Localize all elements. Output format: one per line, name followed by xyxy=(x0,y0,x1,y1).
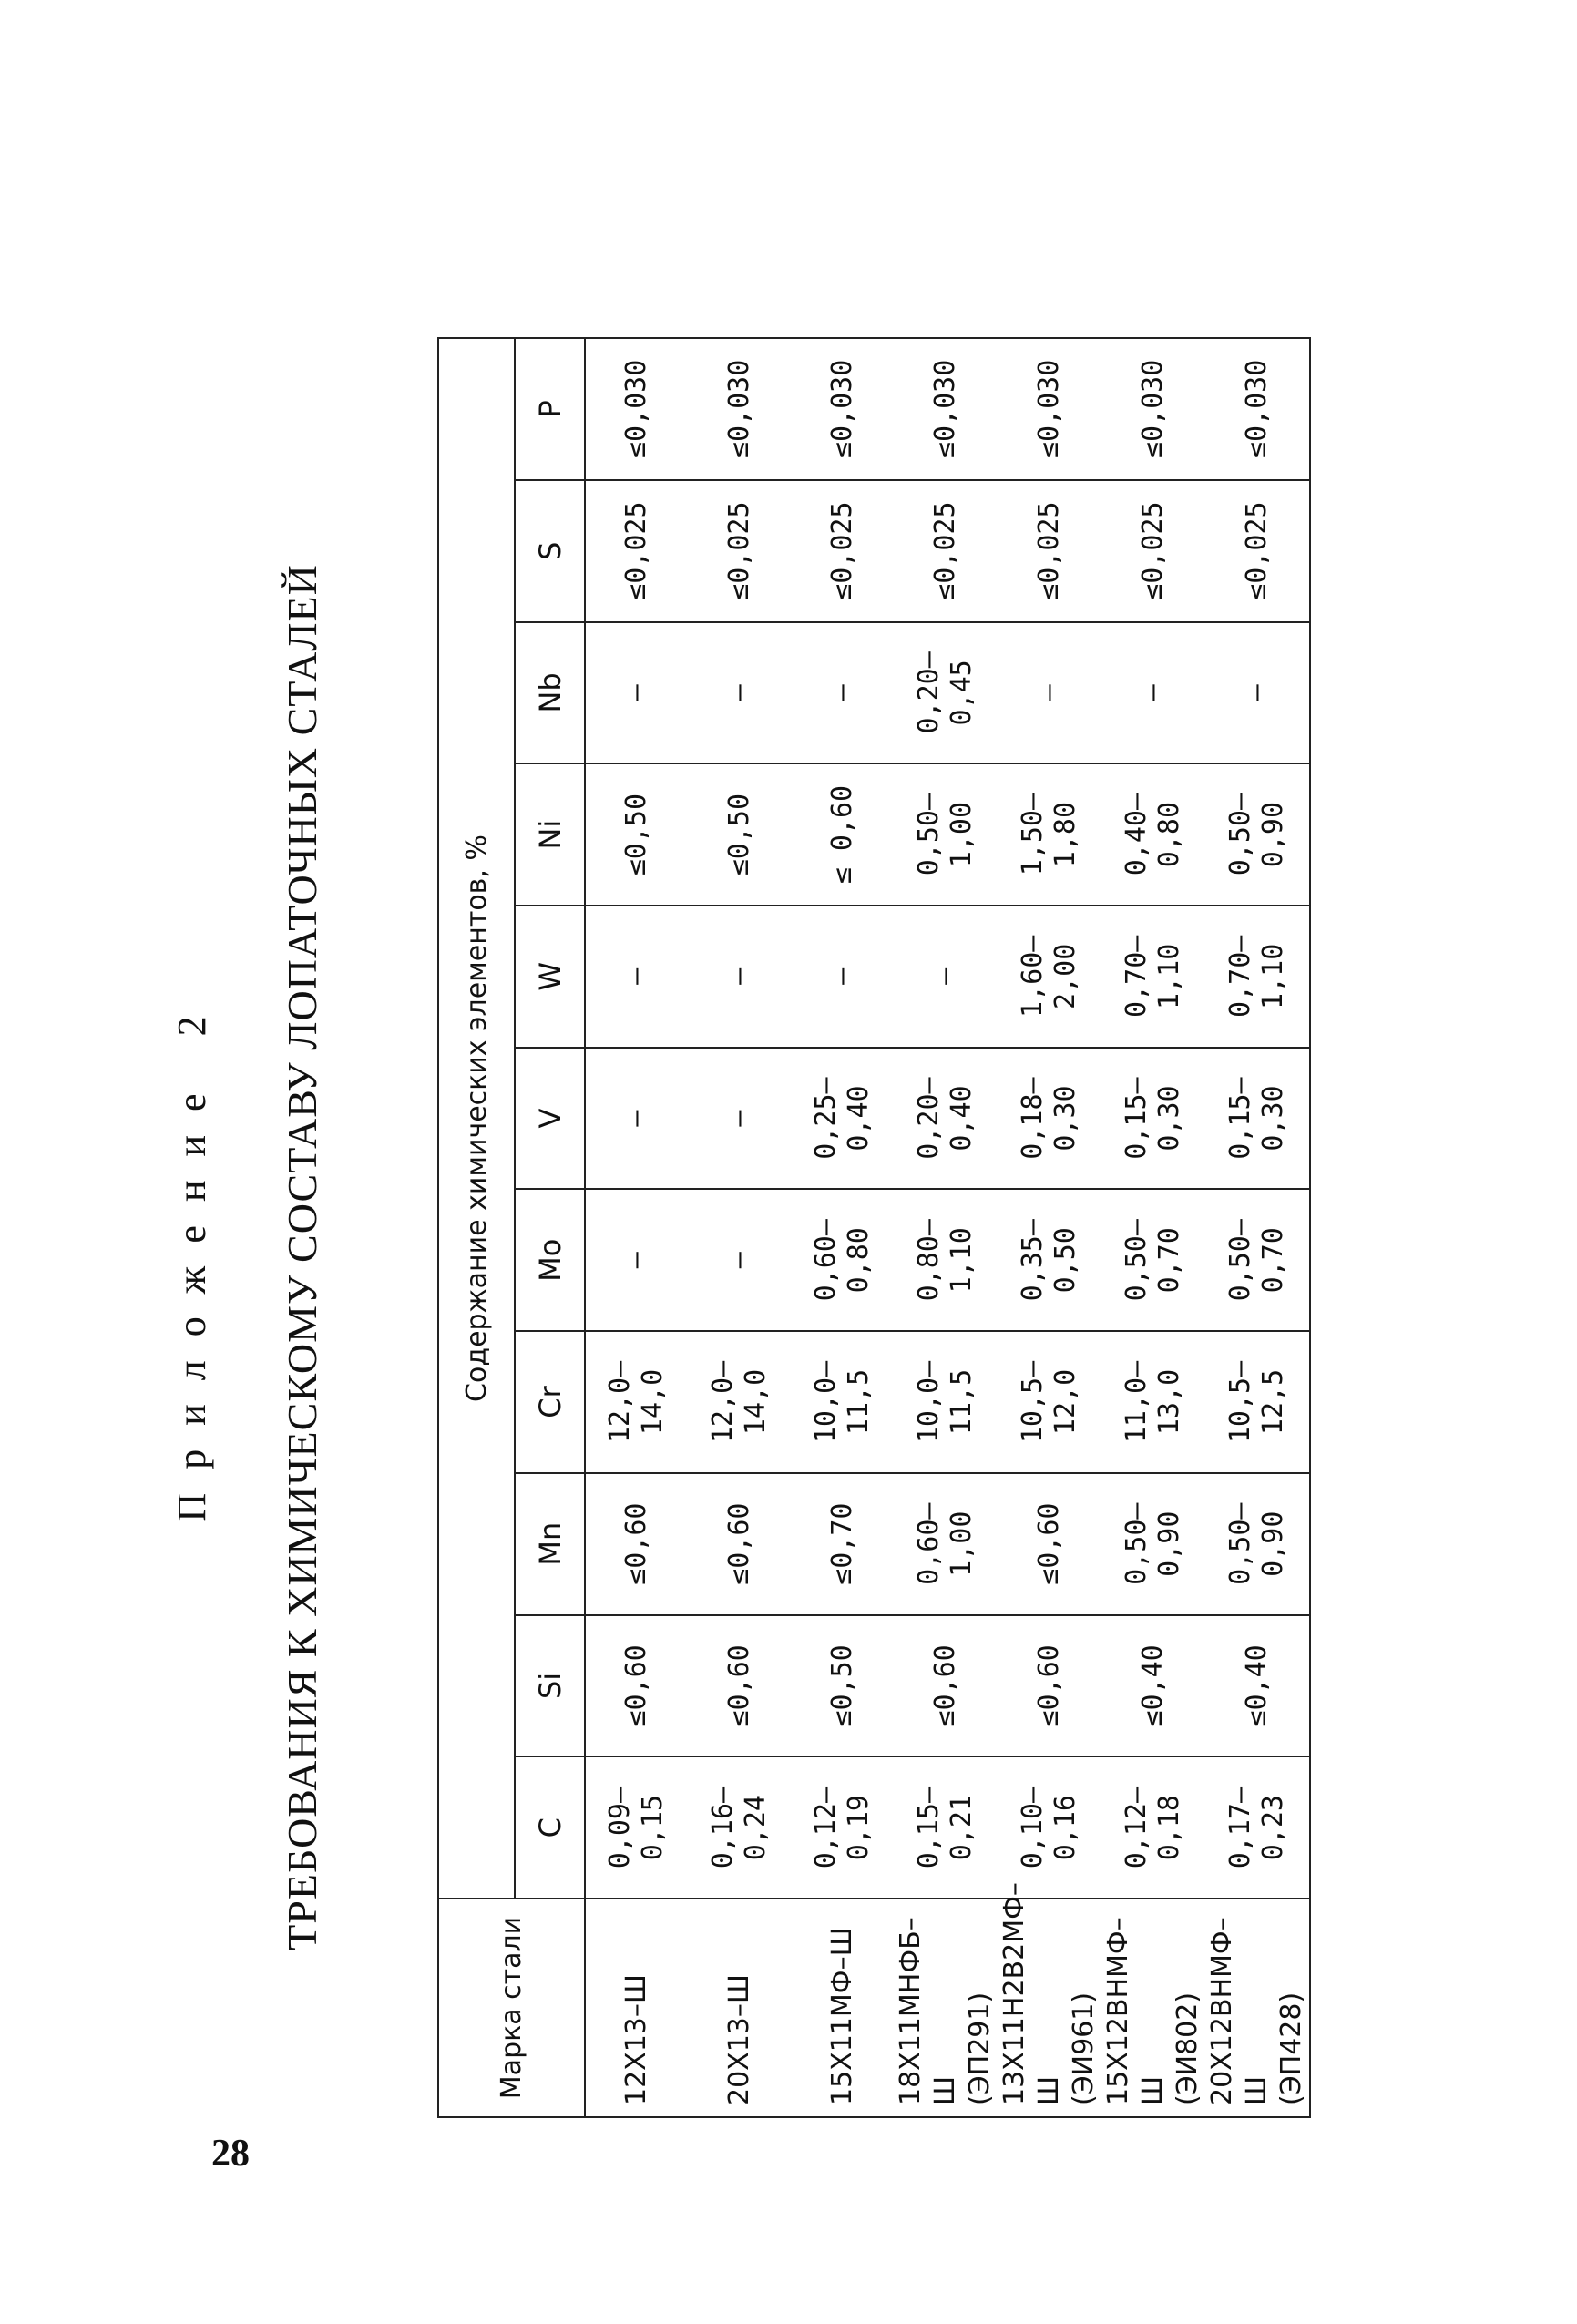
value-cell-si xyxy=(585,1615,688,1757)
value-line: – xyxy=(620,1252,652,1269)
value-cell-nb xyxy=(1101,622,1205,764)
value-cell-p xyxy=(998,338,1101,480)
value-line: ≤0,030 xyxy=(825,359,858,459)
value-line: 10,5– xyxy=(1017,1360,1049,1444)
steel-grade-line: 20Х12ВНМФ–Ш xyxy=(1206,1917,1273,2105)
value-line: 0,30 xyxy=(1153,1085,1185,1152)
element-header-si: Si xyxy=(515,1615,585,1757)
value-line: ≤ 0,60 xyxy=(825,784,858,885)
steel-grade-line: 15Х12ВНМФ–Ш xyxy=(1102,1917,1169,2105)
value-cell-mo xyxy=(1101,1189,1205,1331)
value-line: 1,00 xyxy=(946,801,978,868)
value-cell-si xyxy=(1101,1615,1205,1757)
grade-header: Марка стали xyxy=(438,1899,585,2117)
value-line: ≤0,60 xyxy=(722,1644,755,1727)
value-line: – xyxy=(825,967,858,985)
value-cell-c xyxy=(791,1756,894,1899)
value-line: – xyxy=(620,967,652,985)
value-line: – xyxy=(722,684,755,701)
value-line: ≤0,60 xyxy=(722,1502,755,1585)
value-line: ≤0,60 xyxy=(1033,1644,1065,1727)
value-cell-p xyxy=(688,338,791,480)
value-line: ≤0,60 xyxy=(620,1644,652,1727)
value-line: 11,0– xyxy=(1121,1360,1152,1444)
value-cell-cr xyxy=(688,1331,791,1473)
value-cell-s xyxy=(1205,480,1310,622)
value-cell-c xyxy=(998,1756,1101,1899)
value-cell-v xyxy=(1205,1048,1310,1190)
value-line: 0,40 xyxy=(946,1085,978,1152)
value-cell-ni xyxy=(998,763,1101,906)
value-cell-w xyxy=(894,906,998,1048)
value-line: – xyxy=(1241,684,1273,701)
value-cell-mo xyxy=(791,1189,894,1331)
element-header-c: C xyxy=(515,1756,585,1899)
value-line: ≤0,60 xyxy=(929,1644,961,1727)
value-line: 1,10 xyxy=(946,1227,978,1294)
steel-grade-line: 15Х11МФ–Ш xyxy=(825,1927,858,2105)
value-cell-mo xyxy=(894,1189,998,1331)
value-line: – xyxy=(929,967,961,985)
value-line: 0,23 xyxy=(1257,1795,1289,1861)
value-line: 14,0 xyxy=(739,1368,772,1436)
value-cell-si xyxy=(894,1615,998,1757)
value-cell-s xyxy=(894,480,998,622)
element-header-p: P xyxy=(515,338,585,480)
value-cell-w xyxy=(791,906,894,1048)
value-cell-cr xyxy=(998,1331,1101,1473)
value-line: 0,12– xyxy=(809,1786,842,1869)
value-line: – xyxy=(1033,684,1065,701)
value-line: ≤0,030 xyxy=(722,359,755,459)
value-cell-cr xyxy=(585,1331,688,1473)
value-cell-p xyxy=(791,338,894,480)
table-row xyxy=(998,338,1101,2117)
value-line: ≤0,025 xyxy=(1137,501,1169,600)
value-line: – xyxy=(825,684,858,701)
value-cell-nb xyxy=(585,622,688,764)
value-line: 0,15– xyxy=(1224,1077,1256,1160)
composition-table-wrapper xyxy=(437,337,1330,2118)
value-line: 0,50– xyxy=(1224,793,1256,876)
value-line: 13,0 xyxy=(1153,1368,1185,1436)
table-body xyxy=(585,338,1310,2117)
value-line: 0,80– xyxy=(913,1219,945,1302)
element-header-mn: Mn xyxy=(515,1473,585,1615)
value-line: 0,40– xyxy=(1121,793,1152,876)
steel-grade-cell xyxy=(791,1899,894,2117)
steel-grade-cell xyxy=(585,1899,688,2117)
value-line: – xyxy=(722,1110,755,1127)
value-cell-cr xyxy=(1101,1331,1205,1473)
steel-grade-line: 20Х13–Ш xyxy=(722,1974,755,2105)
value-line: 1,00 xyxy=(946,1510,978,1577)
value-line: 0,90 xyxy=(1153,1510,1185,1577)
value-cell-si xyxy=(1205,1615,1310,1757)
value-line: 1,80 xyxy=(1050,801,1081,868)
value-line: 0,50– xyxy=(913,793,945,876)
value-line: 0,70– xyxy=(1121,935,1152,1018)
value-line: 11,5 xyxy=(842,1368,875,1436)
value-cell-mn xyxy=(894,1473,998,1615)
value-cell-mn xyxy=(1205,1473,1310,1615)
value-cell-mo xyxy=(585,1189,688,1331)
value-line: 0,30 xyxy=(1050,1085,1081,1152)
value-cell-mn xyxy=(688,1473,791,1615)
value-cell-ni xyxy=(585,763,688,906)
value-line: ≤0,025 xyxy=(1033,501,1065,600)
value-line: 1,10 xyxy=(1257,943,1289,1009)
value-line: ≤0,025 xyxy=(825,501,858,600)
element-header-row xyxy=(515,338,585,2117)
value-cell-nb xyxy=(998,622,1101,764)
steel-grade-cell xyxy=(998,1882,1101,2117)
value-line: ≤0,40 xyxy=(1241,1644,1273,1727)
value-cell-nb xyxy=(1205,622,1310,764)
value-line: 12,0– xyxy=(706,1360,739,1444)
value-cell-v xyxy=(791,1048,894,1190)
value-cell-mn xyxy=(791,1473,894,1615)
value-cell-nb xyxy=(688,622,791,764)
value-cell-v xyxy=(688,1048,791,1190)
value-cell-mo xyxy=(1205,1189,1310,1331)
value-line: 0,25– xyxy=(809,1077,842,1160)
value-line: ≤0,70 xyxy=(825,1502,858,1585)
value-line: ≤0,60 xyxy=(620,1502,652,1585)
value-line: 0,90 xyxy=(1257,1510,1289,1577)
value-line: – xyxy=(620,684,652,701)
value-line: 0,50– xyxy=(1224,1219,1256,1302)
value-line: 0,60– xyxy=(809,1219,842,1302)
value-cell-v xyxy=(1101,1048,1205,1190)
value-line: ≤0,025 xyxy=(929,501,961,600)
value-cell-cr xyxy=(894,1331,998,1473)
steel-grade-line: (ЭИ961) xyxy=(1068,1991,1100,2105)
value-cell-p xyxy=(585,338,688,480)
value-cell-ni xyxy=(791,763,894,906)
value-cell-w xyxy=(585,906,688,1048)
steel-grade-cell xyxy=(1205,1899,1310,2117)
elements-group-header: Содержание химических элементов, % xyxy=(438,338,515,1899)
element-header-s: S xyxy=(515,480,585,622)
value-line: 0,35– xyxy=(1017,1219,1049,1302)
value-cell-ni xyxy=(688,763,791,906)
value-cell-p xyxy=(894,338,998,480)
value-cell-v xyxy=(585,1048,688,1190)
value-cell-cr xyxy=(1205,1331,1310,1473)
value-line: 0,10– xyxy=(1017,1786,1049,1869)
value-line: 0,40 xyxy=(842,1085,875,1152)
value-cell-si xyxy=(688,1615,791,1757)
steel-grade-line: 13Х11Н2В2МФ–Ш xyxy=(998,1882,1065,2105)
value-line: ≤0,030 xyxy=(1137,359,1169,459)
value-line: 0,50– xyxy=(1121,1502,1152,1585)
value-line: 0,80 xyxy=(1153,801,1185,868)
value-cell-w xyxy=(1205,906,1310,1048)
value-cell-s xyxy=(1101,480,1205,622)
value-line: 0,09– xyxy=(604,1786,636,1869)
value-cell-p xyxy=(1205,338,1310,480)
value-cell-v xyxy=(894,1048,998,1190)
value-line: 0,19 xyxy=(842,1795,875,1861)
value-cell-mo xyxy=(688,1189,791,1331)
steel-grade-cell xyxy=(688,1899,791,2117)
value-cell-w xyxy=(998,906,1101,1048)
value-line: 0,50– xyxy=(1121,1219,1152,1302)
element-header-nb: Nb xyxy=(515,622,585,764)
value-line: ≤0,030 xyxy=(1033,359,1065,459)
composition-table xyxy=(437,337,1311,2118)
steel-grade-line: (ЭИ802) xyxy=(1172,1991,1203,2105)
value-line: 12,5 xyxy=(1257,1368,1289,1436)
value-line: ≤0,030 xyxy=(1241,359,1273,459)
value-line: ≤0,50 xyxy=(825,1644,858,1727)
value-cell-mn xyxy=(585,1473,688,1615)
value-line: ≤0,030 xyxy=(620,359,652,459)
value-line: 0,20– xyxy=(913,651,945,734)
value-line: 0,16 xyxy=(1050,1795,1081,1861)
value-line: 11,5 xyxy=(946,1368,978,1436)
page-title: ТРЕБОВАНИЯ К ХИМИЧЕСКОМУ СОСТАВУ ЛОПАТОЧНЫХ СТАЛЕЙ xyxy=(279,564,325,1950)
table-row xyxy=(791,338,894,2117)
value-cell-si xyxy=(791,1615,894,1757)
table-row xyxy=(688,338,791,2117)
value-line: 0,15 xyxy=(637,1795,669,1861)
value-line: 0,18 xyxy=(1153,1795,1185,1861)
value-cell-s xyxy=(585,480,688,622)
value-line: 1,50– xyxy=(1017,793,1049,876)
value-line: 0,17– xyxy=(1224,1786,1256,1869)
value-line: – xyxy=(1137,684,1169,701)
table-row xyxy=(1205,338,1310,2117)
value-cell-c xyxy=(894,1756,998,1899)
table-row xyxy=(1101,338,1205,2117)
value-line: ≤0,40 xyxy=(1137,1644,1169,1727)
value-line: 0,18– xyxy=(1017,1077,1049,1160)
appendix-heading: Приложение 2 xyxy=(169,992,214,1522)
value-cell-c xyxy=(1205,1756,1310,1899)
value-line: 1,10 xyxy=(1153,943,1185,1009)
steel-grade-line: 18Х11МНФБ–Ш xyxy=(895,1917,961,2105)
value-line: 12,0– xyxy=(604,1360,636,1444)
value-line: 0,70 xyxy=(1153,1227,1185,1294)
value-cell-c xyxy=(1101,1756,1205,1899)
element-header-ni: Ni xyxy=(515,763,585,906)
rotated-content xyxy=(169,337,1408,2177)
value-line: – xyxy=(722,1252,755,1269)
value-line: ≤0,025 xyxy=(1241,501,1273,600)
value-cell-c xyxy=(688,1756,791,1899)
value-line: ≤0,50 xyxy=(722,793,755,876)
steel-grade-cell xyxy=(894,1899,998,2117)
value-cell-s xyxy=(998,480,1101,622)
value-line: 0,45 xyxy=(946,660,978,726)
element-header-mo: Mo xyxy=(515,1189,585,1331)
value-line: 10,0– xyxy=(809,1360,842,1444)
value-line: 0,15– xyxy=(1121,1077,1152,1160)
steel-grade-line: 12Х13–Ш xyxy=(620,1974,652,2105)
value-line: ≤0,60 xyxy=(1033,1502,1065,1585)
value-cell-mn xyxy=(998,1473,1101,1615)
value-line: 0,70– xyxy=(1224,935,1256,1018)
value-line: 0,21 xyxy=(946,1795,978,1861)
value-line: 10,0– xyxy=(913,1360,945,1444)
element-header-w: W xyxy=(515,906,585,1048)
value-cell-w xyxy=(688,906,791,1048)
value-cell-si xyxy=(998,1615,1101,1757)
value-line: ≤0,50 xyxy=(620,793,652,876)
value-line: 1,60– xyxy=(1017,935,1049,1018)
element-header-v: V xyxy=(515,1048,585,1190)
value-cell-w xyxy=(1101,906,1205,1048)
value-line: 0,70 xyxy=(1257,1227,1289,1294)
value-line: 2,00 xyxy=(1050,943,1081,1009)
value-line: 14,0 xyxy=(637,1368,669,1436)
value-cell-nb xyxy=(791,622,894,764)
value-cell-s xyxy=(688,480,791,622)
value-cell-cr xyxy=(791,1331,894,1473)
value-line: 0,80 xyxy=(842,1227,875,1294)
value-line: 0,16– xyxy=(706,1786,739,1869)
value-cell-ni xyxy=(894,763,998,906)
value-line: 0,20– xyxy=(913,1077,945,1160)
steel-grade-line: (ЭП428) xyxy=(1275,1991,1307,2105)
steel-grade-cell xyxy=(1101,1899,1205,2117)
value-line: 0,15– xyxy=(913,1786,945,1869)
value-cell-v xyxy=(998,1048,1101,1190)
value-cell-p xyxy=(1101,338,1205,480)
value-line: 0,50 xyxy=(1050,1227,1081,1294)
element-header-cr: Cr xyxy=(515,1331,585,1473)
value-line: 0,60– xyxy=(913,1502,945,1585)
value-line: ≤0,025 xyxy=(620,501,652,600)
value-line: 0,30 xyxy=(1257,1085,1289,1152)
value-cell-mn xyxy=(1101,1473,1205,1615)
value-line: 12,0 xyxy=(1050,1368,1081,1436)
value-line: – xyxy=(722,967,755,985)
value-line: – xyxy=(620,1110,652,1127)
value-cell-nb xyxy=(894,622,998,764)
value-line: ≤0,030 xyxy=(929,359,961,459)
value-line: 0,50– xyxy=(1224,1502,1256,1585)
value-line: 0,24 xyxy=(739,1795,772,1861)
steel-grade-line: (ЭП291) xyxy=(964,1991,996,2105)
table-row xyxy=(894,338,998,2117)
value-cell-ni xyxy=(1205,763,1310,906)
value-line: ≤0,025 xyxy=(722,501,755,600)
value-line: 0,12– xyxy=(1121,1786,1152,1869)
page-number: 28 xyxy=(211,2133,250,2175)
table-row xyxy=(585,338,688,2117)
value-cell-ni xyxy=(1101,763,1205,906)
value-cell-mo xyxy=(998,1189,1101,1331)
value-cell-s xyxy=(791,480,894,622)
value-line: 10,5– xyxy=(1224,1360,1256,1444)
value-cell-c xyxy=(585,1756,688,1899)
value-line: 0,90 xyxy=(1257,801,1289,868)
